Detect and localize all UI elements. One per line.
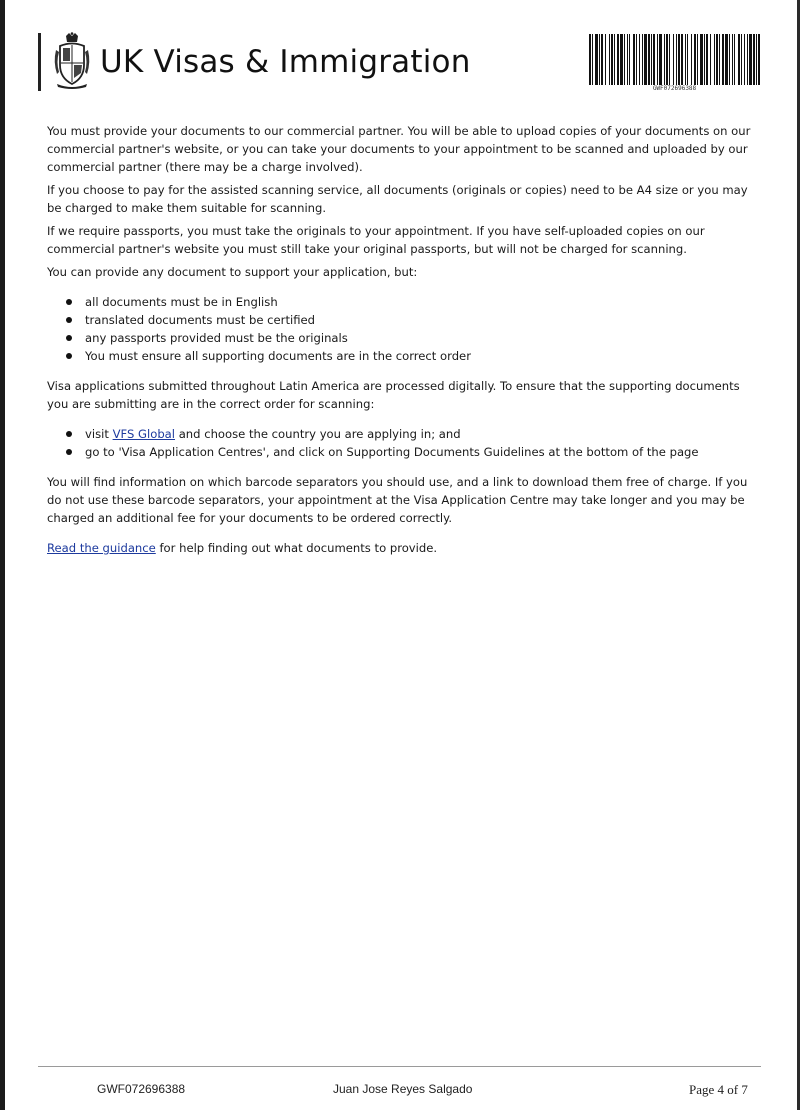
bullet-icon	[66, 449, 72, 455]
scan-edge-left	[0, 0, 5, 1110]
bullet-icon	[66, 353, 72, 359]
document-requirements-list	[47, 293, 757, 365]
read-guidance-link[interactable]: Read the guidance	[47, 541, 156, 555]
bullet-icon	[66, 335, 72, 341]
list-item: translated documents must be certified	[47, 311, 757, 329]
barcode-number: GWF072696388	[652, 85, 697, 92]
paragraph-passports: If we require passports, you must take the originals to your appointment. If you have self-uploaded copies on our commercial partner's website you must still take your original passports, but will not be charged for scanning.	[47, 224, 705, 256]
paragraph-commercial-partner: You must provide your documents to our commercial partner. You will be able to upload copies of your documents on our commercial partner's website, or you can take your documents to your appointment to be scanned and uploaded by our commercial partner (there may be a charge involved).	[47, 124, 751, 174]
paragraph-assisted-scanning: If you choose to pay for the assisted scanning service, all documents (originals or copies) need to be A4 size or you may be charged to make them suitable for scanning.	[47, 183, 748, 215]
footer-reference: GWF072696388	[97, 1082, 186, 1096]
paragraph-document-intro: You can provide any document to support your application, but:	[47, 265, 418, 279]
paragraph-latin-america: Visa applications submitted throughout Latin America are processed digitally. To ensure that the supporting documents you are submitting are in the correct order for scanning:	[47, 379, 740, 411]
list-item: visit VFS Global and choose the country you are applying in; and	[47, 425, 757, 443]
footer-applicant-name: Juan Jose Reyes Salgado	[333, 1082, 473, 1096]
paragraph-read-guidance: Read the guidance for help finding out what documents to provide.	[47, 541, 438, 555]
royal-crest-icon	[53, 32, 91, 90]
brand-title: UK Visas & Immigration	[100, 44, 471, 80]
scanning-steps-list	[47, 425, 757, 461]
bullet-icon	[66, 431, 72, 437]
list-item: You must ensure all supporting documents are in the correct order	[47, 347, 757, 365]
footer-page-number: Page 4 of 7	[689, 1082, 748, 1097]
vfs-global-link[interactable]: VFS Global	[112, 427, 176, 441]
header-divider	[38, 33, 41, 91]
list-item: any passports provided must be the originals	[47, 329, 757, 347]
document-body	[47, 122, 757, 562]
barcode	[589, 34, 760, 94]
bullet-icon	[66, 317, 72, 323]
bullet-icon	[66, 299, 72, 305]
paragraph-barcode-separators: You will find information on which barcode separators you should use, and a link to download them free of charge. If you do not use these barcode separators, your appointment at the Visa Application Centre may take longer and you may be charged an additional fee for your documents to be ordered correctly.	[47, 475, 748, 525]
list-item: go to 'Visa Application Centres', and click on Supporting Documents Guidelines at the bottom of the page	[47, 443, 757, 461]
barcode-image	[589, 34, 760, 85]
list-item: all documents must be in English	[47, 293, 757, 311]
footer-divider	[38, 1066, 761, 1067]
